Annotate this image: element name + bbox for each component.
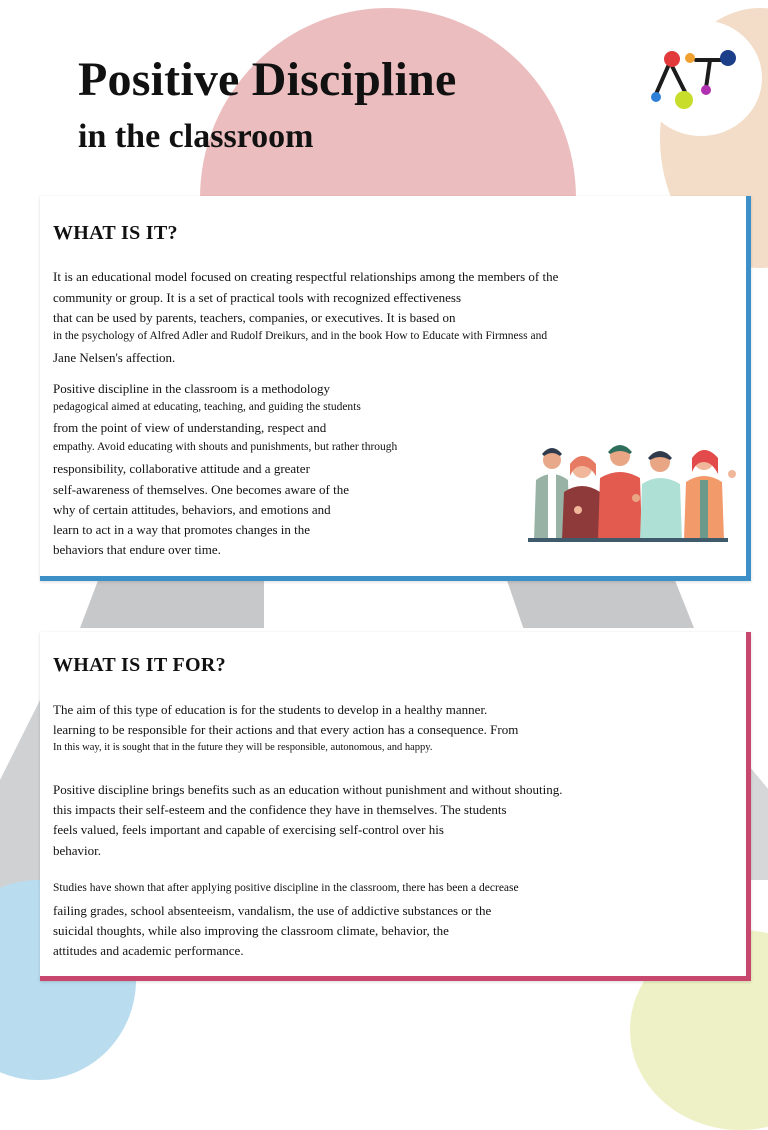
- text-line: that can be used by parents, teachers, companies, or executives. It is based on: [53, 310, 456, 325]
- text-line: why of certain attitudes, behaviors, and emotions and: [53, 502, 331, 517]
- text-line: community or group. It is a set of practical tools with recognized effectiveness: [53, 290, 462, 305]
- text-line: pedagogical aimed at educating, teaching, and guiding the students: [53, 401, 361, 413]
- page-title: Positive Discipline: [78, 53, 457, 106]
- decorative-gray-shape-side-left: [0, 700, 40, 900]
- text-line: Studies have shown that after applying positive discipline in the classroom, there has been a decrease: [53, 882, 519, 894]
- text-line: behavior.: [53, 843, 102, 858]
- group-of-people-illustration: [524, 440, 740, 544]
- text-line: learning to be responsible for their actions and that every action has a consequence. From: [53, 722, 519, 737]
- text-line: Jane Nelsen's affection.: [53, 350, 176, 365]
- text-line: responsibility, collaborative attitude and a greater: [53, 461, 310, 476]
- text-line: in the psychology of Alfred Adler and Rudolf Dreikurs, and in the book How to Educate with Firmness and: [53, 330, 548, 342]
- text-line: this impacts their self-esteem and the confidence they have in themselves. The students: [53, 802, 507, 817]
- what-is-it-card: [40, 196, 751, 581]
- text-line: The aim of this type of education is for the students to develop in a healthy manner.: [53, 702, 488, 717]
- what-is-it-for-heading: WHAT IS IT FOR?: [53, 654, 226, 676]
- text-line: learn to act in a way that promotes changes in the: [53, 522, 311, 537]
- page-subtitle: in the classroom: [78, 118, 314, 155]
- text-line: In this way, it is sought that in the future they will be responsible, autonomous, and happy.: [53, 742, 433, 753]
- text-line: suicidal thoughts, while also improving the classroom climate, behavior, the: [53, 923, 449, 938]
- what-is-it-for-card: [40, 632, 751, 981]
- text-line: empathy. Avoid educating with shouts and punishments, but rather through: [53, 441, 398, 453]
- text-line: attitudes and academic performance.: [53, 943, 244, 958]
- what-is-it-heading: WHAT IS IT?: [53, 222, 178, 244]
- text-line: from the point of view of understanding, respect and: [53, 420, 327, 435]
- text-line: self-awareness of themselves. One becomes aware of the: [53, 482, 349, 497]
- text-line: failing grades, school absenteeism, vandalism, the use of addictive substances or the: [53, 903, 492, 918]
- text-line: It is an educational model focused on creating respectful relationships among the members of the: [53, 269, 559, 284]
- text-line: feels valued, feels important and capable of exercising self-control over his: [53, 822, 444, 837]
- text-line: behaviors that endure over time.: [53, 542, 221, 557]
- ato-logo-icon: [648, 48, 738, 114]
- text-line: Positive discipline in the classroom is a methodology: [53, 381, 330, 396]
- text-line: Positive discipline brings benefits such as an education without punishment and without shouting.: [53, 782, 563, 797]
